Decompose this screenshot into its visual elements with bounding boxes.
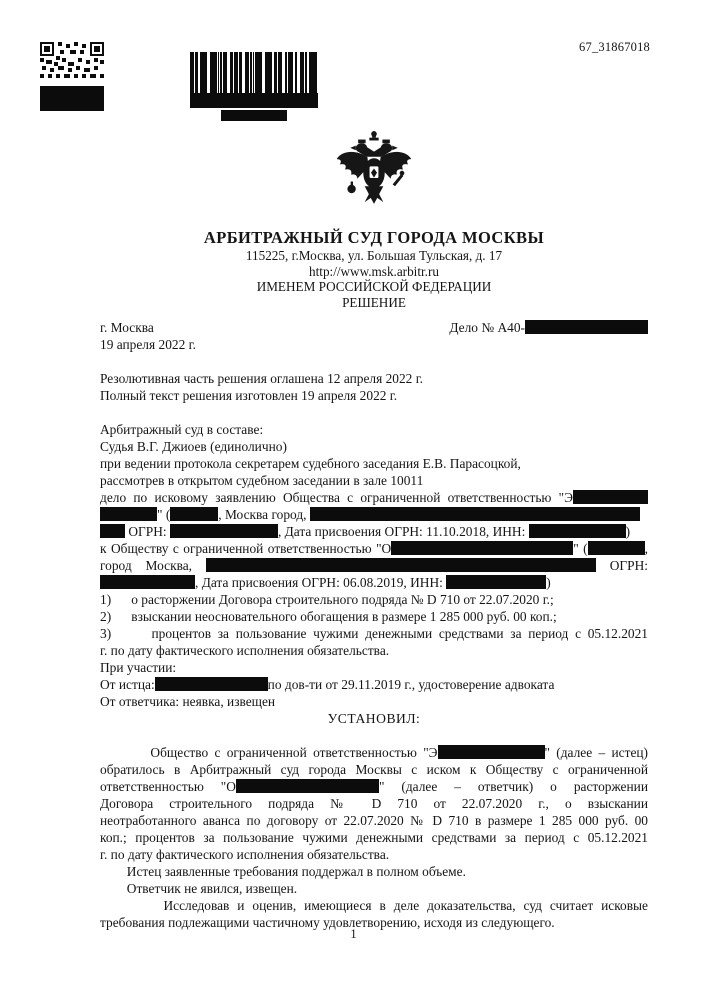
barcode (190, 52, 318, 121)
text-line: при ведении протокола секретарем судебного заседания Е.В. Парасоцкой, (100, 456, 521, 471)
court-composition-block (100, 421, 648, 710)
ustanovil-heading: УСТАНОВИЛ: (327, 711, 421, 726)
redaction-bar (529, 524, 626, 538)
text-line: г. по дату фактического исполнения обязательства. (100, 847, 390, 862)
redaction-bar (438, 745, 545, 759)
text-line: г. по дату фактического исполнения обязательства. (100, 643, 390, 658)
redaction-bar (100, 524, 125, 538)
court-address: 115225, г.Москва, ул. Большая Тульская, д. 17 (245, 248, 503, 263)
text-line: Арбитражный суд в составе: (100, 422, 264, 437)
spacer (100, 353, 648, 370)
resolutive-line: Резолютивная часть решения оглашена 12 апреля 2022 г. (100, 371, 424, 386)
redaction-bar (588, 541, 645, 555)
decision-title: РЕШЕНИЕ (342, 294, 406, 310)
redaction-bar (170, 524, 278, 538)
case-row (100, 319, 648, 336)
redaction-bar (190, 93, 318, 108)
qr-code (40, 42, 104, 111)
court-url: http://www.msk.arbitr.ru (309, 263, 439, 279)
case-city: г. Москва (100, 320, 154, 335)
text-line: дело по исковому заявлению Общества с ограниченной ответственностью "Э (100, 489, 648, 506)
text-line: рассмотрев в открытом судебном заседании в зале 10011 (100, 473, 424, 488)
redaction-bar (40, 86, 104, 111)
text-line: " ( , Москва город, (100, 506, 648, 523)
top-marks-zone (40, 40, 650, 130)
redaction-bar (155, 677, 268, 691)
redaction-bar (206, 558, 596, 572)
text-line: От ответчика: неявка, извещен (100, 694, 276, 709)
redaction-bar (446, 575, 546, 589)
text-line: Истец заявленные требования поддержал в полном объеме. (100, 864, 466, 879)
redaction-bar (236, 779, 379, 793)
text-line: неотработанного аванса по договору от 22.07.2020 № D 710 в размере 1 285 000 руб. 00 (100, 813, 648, 828)
russian-coat-of-arms (100, 130, 648, 220)
redaction-bar (100, 575, 195, 589)
text-line: Ответчик не явился, извещен. (100, 881, 298, 896)
redaction-bar (391, 541, 573, 555)
case-number: Дело № А40- (449, 319, 648, 336)
text-line: 1) о расторжении Договора строительного подряда № D 710 от 22.07.2020 г.; (100, 592, 554, 607)
text-line: Исследовав и оценив, имеющиеся в деле доказательства, суд считает исковые (100, 898, 648, 913)
coat-of-arms-icon (332, 130, 416, 220)
text-line: обратилось в Арбитражный суд города Москвы с иском к Обществу с ограниченной (100, 762, 648, 777)
text-line: Общество с ограниченной ответственностью "Э " (далее – истец) (100, 745, 649, 760)
document-content (100, 130, 648, 931)
facts-paragraphs-block (100, 744, 648, 931)
in-the-name-line: ИМЕНЕМ РОССИЙСКОЙ ФЕДЕРАЦИИ (256, 279, 492, 294)
redaction-bar (310, 507, 640, 521)
text-line: Договора строительного подряда № D 710 от 22.07.2020 г., о взыскании (100, 796, 648, 811)
text-line: город Москва, ОГРН: (100, 558, 648, 573)
text-line: ответственностью "О " (далее – ответчик) о расторжении (100, 779, 648, 794)
text-line: 2) взыскании неосновательного обогащения в размере 1 285 000 руб. 00 коп.; (100, 609, 557, 624)
page-number: 1 (350, 927, 357, 941)
document-number: 67_31867018 (579, 40, 650, 54)
spacer (100, 404, 648, 421)
text-line: , Дата присвоения ОГРН: 06.08.2019, ИНН: ) (100, 574, 648, 591)
text-line: к Обществу с ограниченной ответственностью "О " ( , (100, 541, 648, 556)
text-line: коп.; процентов за пользование чужими денежными средствами за период с 05.12.2021 (100, 830, 648, 845)
redaction-bar (525, 320, 648, 334)
text-line: 3) процентов за пользование чужими денежными средствами за период с 05.12.2021 (100, 626, 648, 641)
redaction-bar (100, 507, 157, 521)
redaction-bar (170, 507, 218, 521)
text-line: От истца: по дов-ти от 29.11.2019 г., удостоверение адвоката (100, 677, 555, 692)
barcode-icon (190, 52, 318, 93)
redaction-bar (221, 110, 287, 121)
text-line: При участии: (100, 660, 177, 675)
text-line: требования подлежащими частичному удовлетворению, исходя из следующего. (100, 915, 555, 930)
full-text-line: Полный текст решения изготовлен 19 апреля 2022 г. (100, 388, 398, 403)
text-line: Судья В.Г. Джиоев (единолично) (100, 439, 287, 454)
decision-date: 19 апреля 2022 г. (100, 337, 196, 352)
court-name: АРБИТРАЖНЫЙ СУД ГОРОДА МОСКВЫ (203, 228, 545, 247)
redaction-bar (573, 490, 648, 504)
text-line: ОГРН: , Дата присвоения ОГРН: 11.10.2018, ИНН: ) (100, 523, 648, 540)
qr-code-icon (40, 42, 104, 80)
